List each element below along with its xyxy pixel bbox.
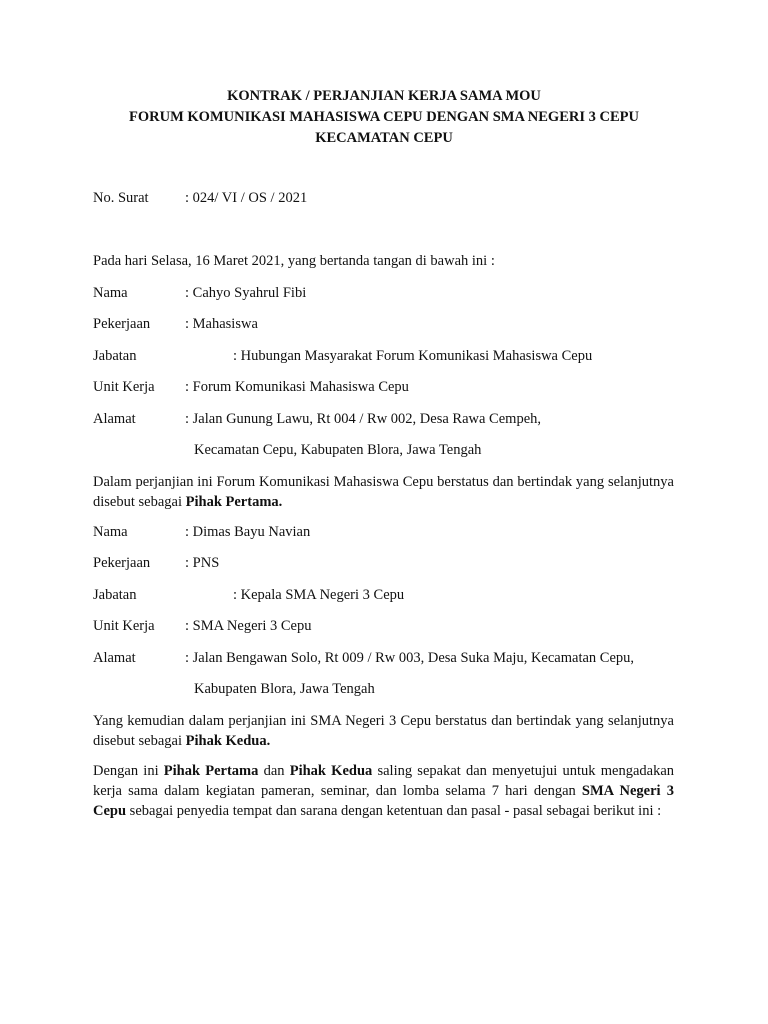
party2-statement: [93, 711, 674, 751]
party1-jabatan-label: Jabatan: [93, 348, 137, 364]
party2-nama-row: [93, 522, 310, 542]
agreement-party2: Pihak Kedua: [289, 763, 373, 779]
party1-unit-kerja-row: [93, 377, 409, 397]
party2-pekerjaan-label: Pekerjaan: [93, 555, 151, 571]
title-line-2: FORUM KOMUNIKASI MAHASISWA CEPU DENGAN SMA NEGERI 3 CEPU: [129, 109, 639, 125]
title-line-3: KECAMATAN CEPU: [315, 130, 453, 146]
party1-jabatan-row: [93, 346, 592, 366]
party2-pekerjaan-row: [93, 553, 219, 573]
party1-unit-kerja-label: Unit Kerja: [93, 379, 155, 395]
agreement-school: SMA Negeri 3 Cepu: [93, 783, 674, 819]
party1-statement: [93, 472, 674, 512]
party1-pekerjaan-label: Pekerjaan: [93, 316, 151, 332]
party2-jabatan-row: [93, 585, 404, 605]
party1-nama-label: Nama: [93, 285, 128, 301]
agreement-text-1: Dengan ini: [93, 763, 164, 779]
party1-statement-text: Dalam perjanjian ini Forum Komunikasi Mahasiswa Cepu berstatus dan bertindak yang selanjutnya disebut sebagai: [93, 474, 674, 510]
agreement-text-4: sebagai penyedia tempat dan sarana dengan ketentuan dan pasal - pasal sebagai berikut ini :: [126, 803, 662, 819]
agreement-paragraph: [93, 761, 674, 821]
party2-jabatan-value: : Kepala SMA Negeri 3 Cepu: [233, 587, 405, 603]
party1-jabatan-value: : Hubungan Masyarakat Forum Komunikasi Mahasiswa Cepu: [233, 348, 593, 364]
party2-nama-label: Nama: [93, 524, 128, 540]
no-surat-row: [93, 188, 307, 208]
party2-alamat-row: [93, 648, 634, 668]
document-title: [0, 86, 768, 149]
party1-nama-value: : Cahyo Syahrul Fibi: [185, 285, 307, 301]
party1-pekerjaan-row: [93, 314, 258, 334]
party1-pekerjaan-value: : Mahasiswa: [185, 316, 258, 332]
party2-jabatan-label: Jabatan: [93, 587, 137, 603]
no-surat-label: No. Surat: [93, 190, 149, 206]
party2-unit-kerja-label: Unit Kerja: [93, 618, 155, 634]
party2-statement-text: Yang kemudian dalam perjanjian ini SMA Negeri 3 Cepu berstatus dan bertindak yang selanjutnya disebut sebagai: [93, 713, 674, 749]
party2-unit-kerja-row: [93, 616, 311, 636]
party2-nama-value: : Dimas Bayu Navian: [185, 524, 311, 540]
party1-alamat-label: Alamat: [93, 411, 136, 427]
agreement-party1: Pihak Pertama: [163, 763, 259, 779]
agreement-text-2: dan: [258, 763, 290, 779]
party1-alamat-continuation: Kecamatan Cepu, Kabupaten Blora, Jawa Tengah: [194, 442, 482, 458]
party1-unit-kerja-value: : Forum Komunikasi Mahasiswa Cepu: [185, 379, 409, 395]
party1-role: Pihak Pertama.: [185, 494, 283, 510]
agreement-text-3: saling sepakat dan menyetujui untuk mengadakan kerja sama dalam kegiatan pameran, seminar, dan lomba selama 7 hari dengan: [93, 763, 675, 799]
party1-alamat-value: : Jalan Gunung Lawu, Rt 004 / Rw 002, Desa Rawa Cempeh,: [185, 411, 542, 427]
party1-alamat-row: [93, 409, 541, 429]
no-surat-value: : 024/ VI / OS / 2021: [185, 190, 308, 206]
party1-nama-row: [93, 283, 306, 303]
party2-unit-kerja-value: : SMA Negeri 3 Cepu: [185, 618, 312, 634]
opening-text: Pada hari Selasa, 16 Maret 2021, yang bertanda tangan di bawah ini :: [93, 253, 495, 269]
party2-alamat-value: : Jalan Bengawan Solo, Rt 009 / Rw 003, Desa Suka Maju, Kecamatan Cepu,: [185, 650, 635, 666]
title-line-1: KONTRAK / PERJANJIAN KERJA SAMA MOU: [227, 88, 541, 104]
party2-pekerjaan-value: : PNS: [185, 555, 220, 571]
party2-alamat-continuation: Kabupaten Blora, Jawa Tengah: [194, 681, 375, 697]
party2-alamat-label: Alamat: [93, 650, 136, 666]
party2-role: Pihak Kedua.: [185, 733, 271, 749]
